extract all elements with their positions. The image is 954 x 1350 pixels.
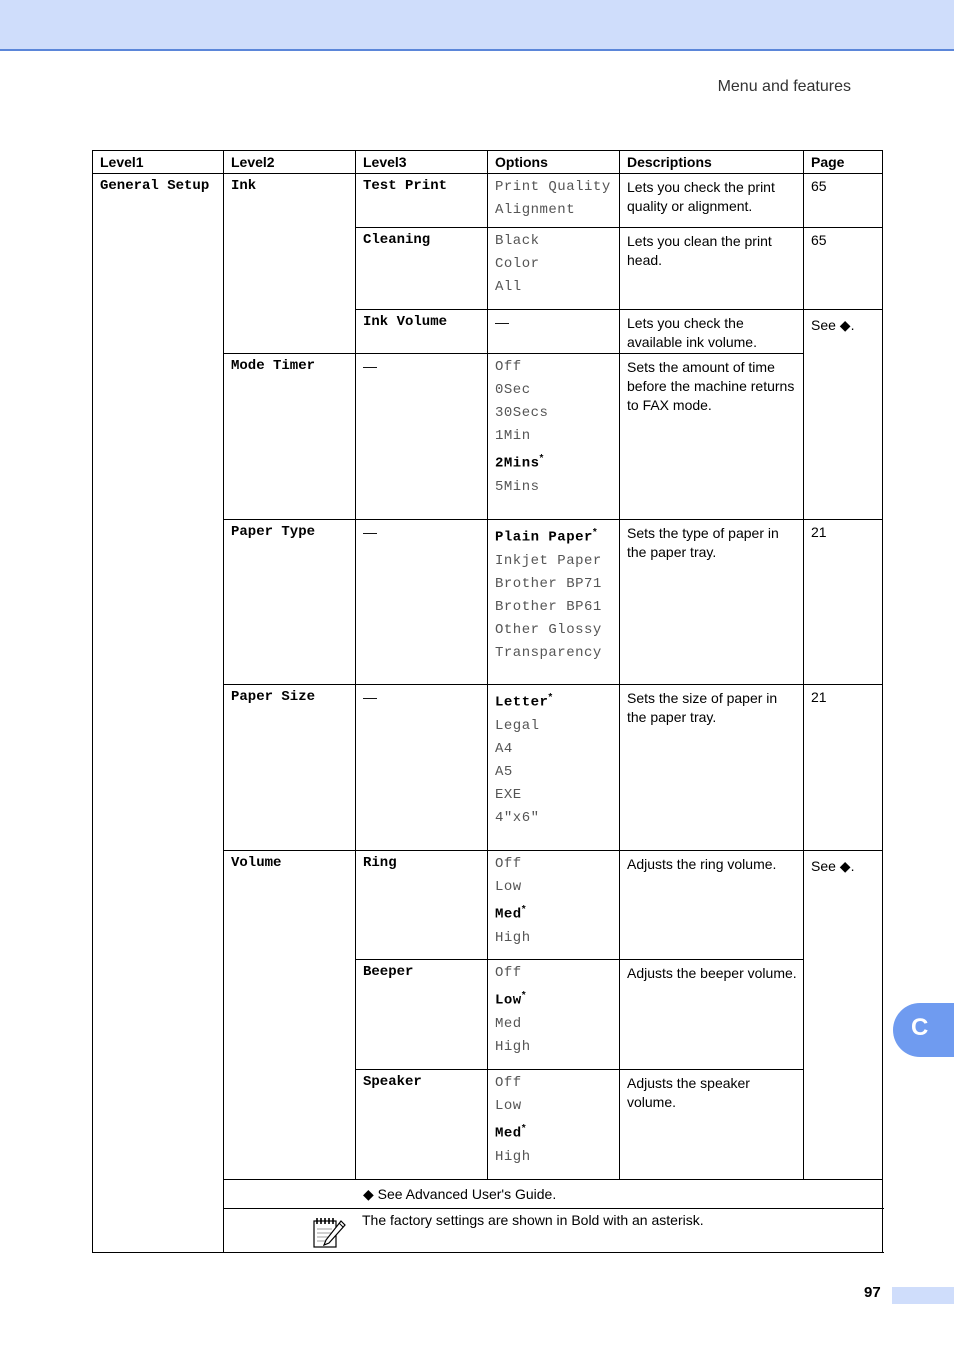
option-item: Brother BP61 bbox=[495, 598, 602, 615]
note-text: The factory settings are shown in Bold with an asterisk. bbox=[362, 1212, 704, 1228]
level2-ink: Ink bbox=[224, 174, 356, 354]
footnote-advanced-guide: ◆ See Advanced User's Guide. bbox=[224, 1180, 883, 1209]
option-item: Alignment bbox=[495, 202, 576, 218]
desc-ink-volume: Lets you check the available ink volume. bbox=[620, 310, 804, 354]
options-paper-type bbox=[488, 520, 620, 685]
level3-test-print: Test Print bbox=[356, 174, 488, 228]
level3-cleaning: Cleaning bbox=[356, 228, 488, 310]
option-item: EXE bbox=[495, 786, 522, 803]
options-paper-size bbox=[488, 685, 620, 851]
option-item: Low bbox=[495, 1098, 522, 1114]
page-number: 97 bbox=[864, 1284, 881, 1301]
note-pencil-icon bbox=[312, 1215, 346, 1252]
level2-mode-timer: Mode Timer bbox=[224, 354, 356, 520]
header-level1: Level1 bbox=[93, 151, 224, 174]
option-item: High bbox=[495, 929, 531, 946]
header-page: Page bbox=[804, 151, 883, 174]
desc-ring: Adjusts the ring volume. bbox=[620, 851, 804, 960]
option-item: Print Quality bbox=[495, 179, 611, 195]
chapter-tab-label: C bbox=[911, 1014, 929, 1041]
asterisk: * bbox=[548, 692, 553, 703]
options-beeper bbox=[488, 960, 620, 1070]
level3-speaker: Speaker bbox=[356, 1070, 488, 1180]
option-item: Inkjet Paper bbox=[495, 552, 602, 569]
option-item: All bbox=[495, 279, 522, 295]
option-item: 5Mins bbox=[495, 478, 540, 495]
header-level2: Level2 bbox=[224, 151, 356, 174]
level3-paper-type: — bbox=[356, 520, 488, 685]
option-item: A4 bbox=[495, 740, 513, 757]
page-cleaning: 65 bbox=[804, 228, 883, 310]
option-item: Off bbox=[495, 856, 522, 872]
table-row bbox=[93, 174, 883, 228]
level3-beeper: Beeper bbox=[356, 960, 488, 1070]
option-item: Brother BP71 bbox=[495, 575, 602, 592]
top-band bbox=[0, 0, 954, 51]
option-label: Low bbox=[495, 992, 522, 1009]
note-cell bbox=[224, 1209, 883, 1253]
options-cleaning bbox=[488, 228, 620, 310]
level1-general-setup: General Setup bbox=[93, 174, 224, 1253]
level3-mode-timer: — bbox=[356, 354, 488, 520]
option-label: Med bbox=[495, 906, 522, 923]
option-ink-volume: — bbox=[488, 310, 620, 354]
option-item: Low bbox=[495, 879, 522, 895]
option-label: Plain Paper bbox=[495, 529, 593, 546]
chapter-tab bbox=[893, 1003, 954, 1057]
options-mode-timer bbox=[488, 354, 620, 520]
option-item: Legal bbox=[495, 717, 540, 734]
page-volume: See ◆. bbox=[804, 851, 883, 1180]
header-level3: Level3 bbox=[356, 151, 488, 174]
option-item: 1Min bbox=[495, 428, 531, 444]
options-speaker bbox=[488, 1070, 620, 1180]
option-item: Off bbox=[495, 965, 522, 981]
level2-paper-size: Paper Size bbox=[224, 685, 356, 851]
option-item: Color bbox=[495, 256, 540, 272]
asterisk: * bbox=[539, 453, 544, 464]
desc-cleaning: Lets you clean the print head. bbox=[620, 228, 804, 310]
desc-paper-size: Sets the size of paper in the paper tray. bbox=[620, 685, 804, 851]
option-label: Med bbox=[495, 1125, 522, 1142]
level2-paper-type: Paper Type bbox=[224, 520, 356, 685]
desc-mode-timer: Sets the amount of time before the machine returns to FAX mode. bbox=[620, 354, 804, 520]
level2-volume: Volume bbox=[224, 851, 356, 1180]
page-number-bar bbox=[892, 1287, 954, 1304]
page-paper-type: 21 bbox=[804, 520, 883, 685]
page-test-print: 65 bbox=[804, 174, 883, 228]
option-item: A5 bbox=[495, 763, 513, 780]
level3-ink-volume: Ink Volume bbox=[356, 310, 488, 354]
option-item: High bbox=[495, 1148, 531, 1165]
option-item: 30Secs bbox=[495, 405, 549, 421]
option-item: Other Glossy bbox=[495, 621, 602, 638]
asterisk: * bbox=[592, 527, 598, 538]
header-descriptions: Descriptions bbox=[620, 151, 804, 174]
menu-table bbox=[92, 150, 883, 1253]
option-item: 0Sec bbox=[495, 382, 531, 398]
desc-beeper: Adjusts the beeper volume. bbox=[620, 960, 804, 1070]
desc-paper-type: Sets the type of paper in the paper tray. bbox=[620, 520, 804, 685]
asterisk: * bbox=[521, 1123, 527, 1134]
asterisk: * bbox=[521, 904, 527, 915]
options-test-print bbox=[488, 174, 620, 228]
option-item: Off bbox=[495, 1075, 522, 1091]
header-options: Options bbox=[488, 151, 620, 174]
page-paper-size: 21 bbox=[804, 685, 883, 851]
option-item: Off bbox=[495, 359, 522, 375]
asterisk: * bbox=[521, 990, 527, 1001]
option-label: Letter bbox=[495, 694, 549, 711]
option-item: Black bbox=[495, 233, 540, 249]
option-item: Med bbox=[495, 1015, 522, 1032]
page-header-title: Menu and features bbox=[717, 78, 851, 95]
desc-speaker: Adjusts the speaker volume. bbox=[620, 1070, 804, 1180]
level3-paper-size: — bbox=[356, 685, 488, 851]
option-item: 4"x6" bbox=[495, 809, 540, 826]
table-header-row bbox=[93, 151, 883, 174]
option-label: 2Mins bbox=[495, 455, 540, 472]
option-item: Transparency bbox=[495, 644, 602, 661]
level3-ring: Ring bbox=[356, 851, 488, 960]
option-item: High bbox=[495, 1038, 531, 1055]
options-ring bbox=[488, 851, 620, 960]
page-ink-volume: See ◆. bbox=[804, 310, 883, 520]
desc-test-print: Lets you check the print quality or alignment. bbox=[620, 174, 804, 228]
